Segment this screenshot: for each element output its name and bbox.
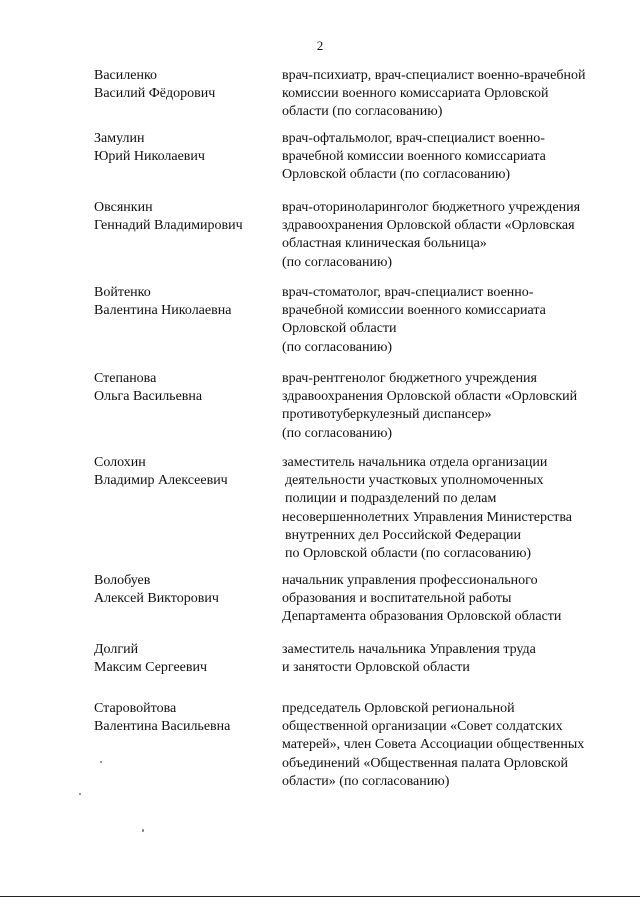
role-line: полиции и подразделений по делам — [285, 491, 497, 507]
surname: Овсянкин — [94, 200, 153, 215]
role-line: заместитель начальника отдела организации — [282, 455, 548, 470]
scan-speck — [100, 761, 102, 763]
role-line: областная клиническая больница» — [282, 236, 487, 252]
role-line: врачебной комиссии военного комиссариата — [282, 149, 546, 165]
member-role — [282, 572, 622, 627]
role-line: (по согласованию) — [282, 339, 393, 355]
given-names: Алексей Викторович — [94, 591, 219, 607]
member-name — [94, 641, 274, 677]
member-role — [282, 67, 622, 122]
role-line: общественной организации «Совет солдатских — [282, 719, 563, 735]
role-line: начальник управления профессионального — [282, 573, 538, 588]
given-names: Геннадий Владимирович — [94, 218, 243, 234]
surname: Степанова — [94, 371, 157, 386]
surname: Волобуев — [94, 573, 151, 588]
role-line: матерей», член Совета Ассоциации общественных — [282, 737, 585, 753]
member-role — [282, 370, 622, 443]
role-line: объединений «Общественная палата Орловской — [282, 755, 569, 771]
member-role — [282, 700, 622, 791]
role-line: Орловской области (по согласованию) — [282, 167, 511, 183]
member-role — [282, 641, 622, 677]
role-line: здравоохранения Орловской области «Орловская — [282, 218, 575, 234]
role-line: (по согласованию) — [282, 425, 393, 441]
role-line: несовершеннолетних Управления Министерства — [282, 509, 572, 525]
given-names: Владимир Алексеевич — [94, 473, 228, 489]
role-line: и занятости Орловской области — [282, 660, 470, 676]
given-names: Ольга Васильевна — [94, 389, 203, 405]
role-line: Департамента образования Орловской области — [282, 609, 562, 625]
given-names: Валентина Васильевна — [94, 719, 231, 735]
scan-speck — [142, 829, 144, 832]
member-name — [94, 370, 274, 406]
role-line: заместитель начальника Управления труда — [282, 642, 536, 657]
member-role — [282, 454, 622, 563]
role-line: врач-рентгенолог бюджетного учреждения — [282, 371, 537, 386]
role-line: (по согласованию) — [282, 254, 393, 270]
role-line: врачебной комиссии военного комиссариата — [282, 303, 546, 319]
member-name — [94, 199, 274, 235]
role-line: комиссии военного комиссариата Орловской — [282, 86, 549, 102]
member-role — [282, 284, 622, 357]
page-number: 2 — [316, 38, 324, 53]
role-line: Орловской области — [282, 321, 397, 337]
surname: Замулин — [94, 131, 145, 146]
member-name — [94, 130, 274, 166]
role-line: врач-офтальмолог, врач-специалист военно- — [282, 131, 545, 146]
page-bottom-edge — [0, 896, 640, 897]
role-line: противотуберкулезный диспансер» — [282, 407, 492, 423]
role-line: здравоохранения Орловской области «Орловский — [282, 389, 578, 405]
surname: Войтенко — [94, 285, 151, 300]
surname: Долгий — [94, 642, 139, 657]
member-role — [282, 199, 622, 272]
role-line: врач-оториноларинголог бюджетного учреждения — [282, 200, 581, 215]
role-line: председатель Орловской региональной — [282, 701, 515, 716]
member-name — [94, 284, 274, 320]
role-line: области (по согласованию) — [282, 104, 443, 120]
member-name — [94, 67, 274, 103]
role-line: врач-стоматолог, врач-специалист военно- — [282, 285, 534, 300]
member-name — [94, 572, 274, 608]
role-line: образования и воспитательной работы — [282, 591, 512, 607]
role-line: деятельности участковых уполномоченных — [285, 473, 544, 489]
scan-speck — [79, 793, 81, 795]
role-line: области» (по согласованию) — [282, 773, 450, 789]
surname: Старовойтова — [94, 701, 177, 716]
member-name — [94, 700, 274, 736]
member-name — [94, 454, 274, 490]
role-line: врач-психиатр, врач-специалист военно-врачебной — [282, 68, 586, 83]
surname: Солохин — [94, 455, 146, 470]
given-names: Максим Сергеевич — [94, 660, 208, 676]
given-names: Валентина Николаевна — [94, 303, 232, 319]
member-role — [282, 130, 622, 185]
given-names: Юрий Николаевич — [94, 149, 205, 165]
surname: Василенко — [94, 68, 158, 83]
role-line: по Орловской области (по согласованию) — [285, 546, 532, 562]
role-line: внутренних дел Российской Федерации — [285, 527, 522, 543]
given-names: Василий Фёдорович — [94, 86, 216, 102]
